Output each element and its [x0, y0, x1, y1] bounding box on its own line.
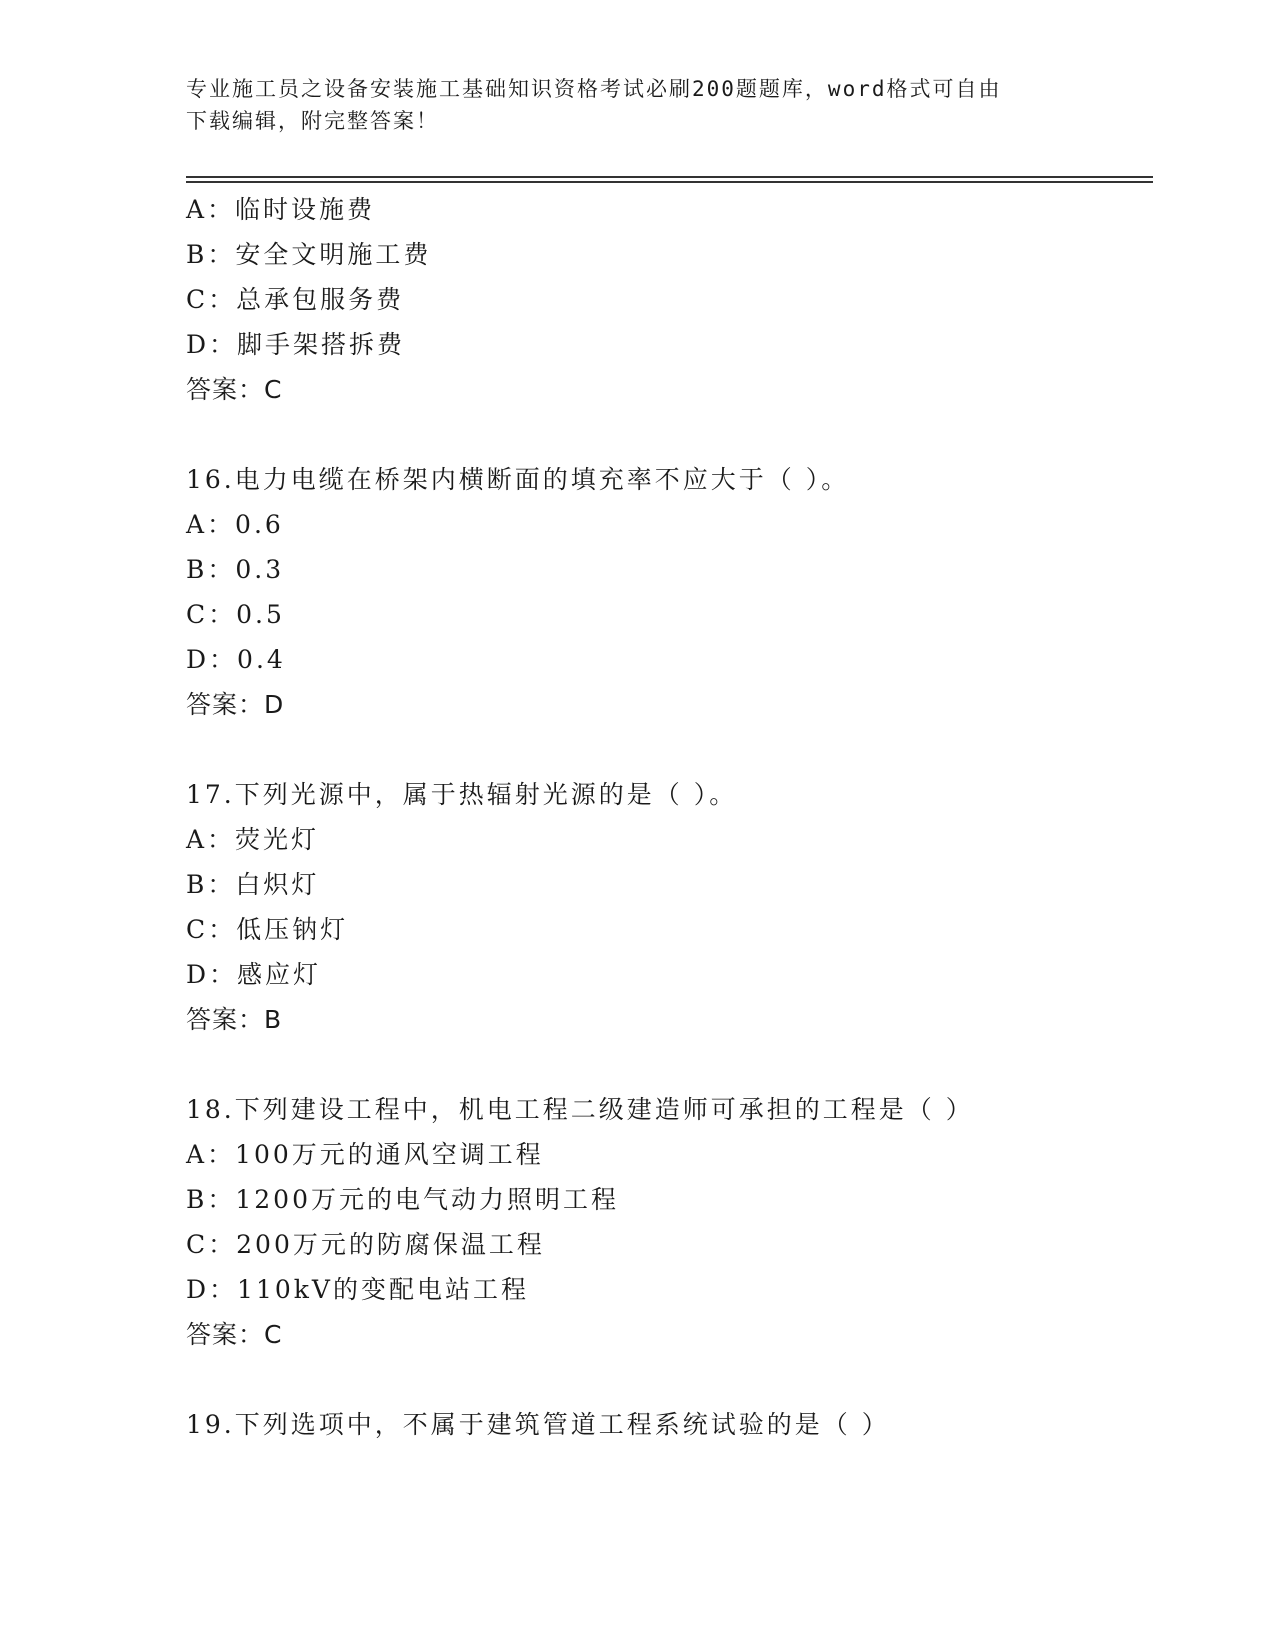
- q18-question: 18.下列建设工程中，机电工程二级建造师可承担的工程是（ ）: [186, 1095, 974, 1124]
- q18-option-a: A：100万元的通风空调工程: [186, 1140, 544, 1169]
- title-rule-bottom: [186, 181, 1153, 183]
- q17-option-a: A：荧光灯: [186, 825, 320, 854]
- q16-option-a: A：0.6: [186, 510, 284, 539]
- q16-question: 16.电力电缆在桥架内横断面的填充率不应大于（ ）。: [186, 465, 850, 494]
- q18-option-d: D：110kV的变配电站工程: [186, 1275, 529, 1304]
- q16-option-d: D：0.4: [186, 645, 286, 674]
- q15-option-c: C：总承包服务费: [186, 285, 405, 314]
- title-rule-top: [186, 176, 1153, 178]
- q15-answer: 答案：C: [186, 375, 283, 404]
- q17-option-d: D：感应灯: [186, 960, 322, 989]
- q18-option-c: C：200万元的防腐保温工程: [186, 1230, 545, 1259]
- q17-question: 17.下列光源中，属于热辐射光源的是（ ）。: [186, 780, 738, 809]
- q17-option-c: C：低压钠灯: [186, 915, 349, 944]
- q16-option-b: B：0.3: [186, 555, 285, 584]
- q15-option-b: B：安全文明施工费: [186, 240, 432, 269]
- q18-answer: 答案：C: [186, 1320, 283, 1349]
- q17-option-b: B：白炽灯: [186, 870, 320, 899]
- document-title-line-2: 下载编辑，附完整答案！: [186, 109, 439, 133]
- q18-option-b: B：1200万元的电气动力照明工程: [186, 1185, 619, 1214]
- q16-answer: 答案：D: [186, 690, 285, 719]
- q17-answer: 答案：B: [186, 1005, 283, 1034]
- q19-question: 19.下列选项中，不属于建筑管道工程系统试验的是（ ）: [186, 1410, 890, 1439]
- q15-option-a: A：临时设施费: [186, 195, 376, 224]
- q15-option-d: D：脚手架搭拆费: [186, 330, 406, 359]
- document-title-line-1: 专业施工员之设备安装施工基础知识资格考试必刷200题题库，word格式可自由: [186, 77, 1002, 101]
- q16-option-c: C：0.5: [186, 600, 285, 629]
